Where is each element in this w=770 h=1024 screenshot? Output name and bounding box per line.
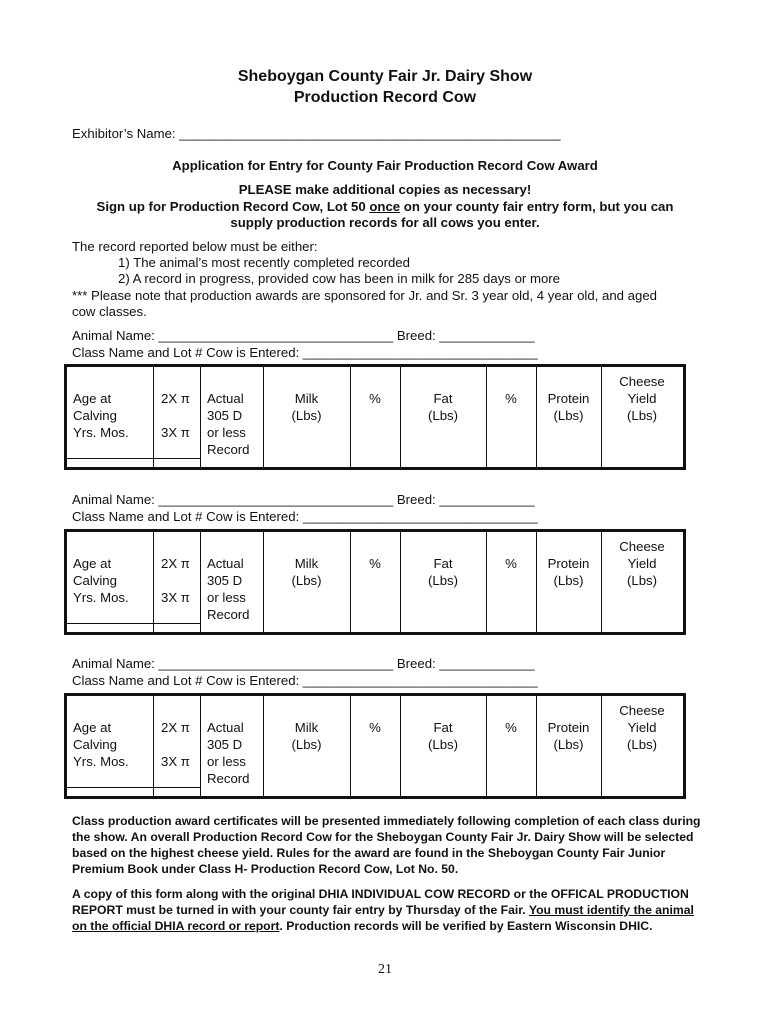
age-column[interactable]	[67, 532, 154, 632]
fat-column[interactable]	[400, 696, 487, 796]
record-item-1: 1) The animal’s most recently completed recorded	[118, 255, 410, 270]
note-line-2: cow classes.	[72, 304, 147, 319]
yield-label: Yield	[627, 391, 657, 406]
age-label: Age at	[73, 720, 112, 735]
animal-name-field[interactable]: Animal Name: ________________________________ Breed: _____________	[72, 328, 535, 343]
class-name-field[interactable]: Class Name and Lot # Cow is Entered: ________________________________	[72, 345, 538, 360]
actual-label: Actual	[207, 556, 244, 571]
fat-column[interactable]	[400, 367, 487, 467]
fat-unit: (Lbs)	[427, 408, 459, 423]
protein-column[interactable]	[536, 532, 602, 632]
fat-unit: (Lbs)	[427, 573, 459, 588]
protein-column[interactable]	[536, 367, 602, 467]
signup-post: on your county fair entry form, but you can	[400, 199, 674, 214]
fat-percent-column[interactable]	[350, 367, 401, 467]
record-item-2: 2) A record in progress, provided cow has been in milk for 285 days or more	[118, 271, 560, 286]
form-subtitle: Production Record Cow	[293, 89, 477, 106]
milking-3x-option[interactable]: 3X π	[161, 754, 190, 769]
milk-column[interactable]	[263, 532, 351, 632]
cheese-unit: (Lbs)	[626, 737, 658, 752]
record-label: Record	[207, 771, 250, 786]
or-less-label: or less	[207, 754, 246, 769]
copy-form-verify: . Production records will be verified by Eastern Wisconsin DHIC.	[279, 919, 653, 933]
record-intro: The record reported below must be either:	[72, 239, 318, 254]
milk-column[interactable]	[263, 696, 351, 796]
actual-record-column[interactable]	[200, 696, 264, 796]
actual-record-column[interactable]	[200, 367, 264, 467]
copies-notice: PLEASE make additional copies as necessary!	[238, 182, 532, 197]
fat-percent-label: %	[369, 556, 381, 571]
note-line-1: *** Please note that production awards are sponsored for Jr. and Sr. 3 year old, 4 year old, and aged	[72, 288, 658, 303]
copy-form-paragraph	[72, 886, 702, 934]
calving-label: Calving	[73, 408, 117, 423]
fat-label: Fat	[433, 391, 453, 406]
protein-unit: (Lbs)	[553, 573, 584, 588]
actual-label: Actual	[207, 720, 244, 735]
animal-name-field[interactable]: Animal Name: ________________________________ Breed: _____________	[72, 656, 535, 671]
milking-2x-option[interactable]: 2X π	[161, 720, 190, 735]
class-name-field[interactable]: Class Name and Lot # Cow is Entered: ________________________________	[72, 673, 538, 688]
class-name-field[interactable]: Class Name and Lot # Cow is Entered: ________________________________	[72, 509, 538, 524]
yrs-mos-label: Yrs. Mos.	[73, 754, 129, 769]
milking-frequency-column[interactable]	[153, 532, 201, 632]
copy-form-text: A copy of this form along with the original DHIA INDIVIDUAL COW RECORD or the OFFICAL PRODUCTION REPORT must be turned in with your county fair entry by Thursday of the Fair.	[72, 887, 689, 917]
or-less-label: or less	[207, 425, 246, 440]
cheese-label: Cheese	[619, 703, 665, 718]
class-award-paragraph: Class production award certificates will be presented immediately following completion of each class during the show. An overall Production Record Cow for the Sheboygan County Fair Jr. Dairy Show will be selected based on the highest cheese yield. Rules for the award are found in the Sheboygan County Fair Junior Premium Book under Class H- Production Record Cow, Lot No. 50.	[72, 814, 701, 876]
fat-label: Fat	[433, 556, 453, 571]
protein-label: Protein	[547, 391, 590, 406]
cheese-yield-column[interactable]	[601, 367, 683, 467]
production-record-table	[64, 529, 686, 635]
cheese-label: Cheese	[619, 539, 665, 554]
page-number: 21	[378, 962, 392, 977]
protein-percent-label: %	[505, 720, 517, 735]
animal-name-field[interactable]: Animal Name: ________________________________ Breed: _____________	[72, 492, 535, 507]
record-label: Record	[207, 442, 250, 457]
protein-percent-label: %	[505, 391, 517, 406]
cheese-label: Cheese	[619, 374, 665, 389]
yield-label: Yield	[627, 720, 657, 735]
protein-label: Protein	[547, 556, 590, 571]
or-less-label: or less	[207, 590, 246, 605]
yield-label: Yield	[627, 556, 657, 571]
fat-column[interactable]	[400, 532, 487, 632]
age-column[interactable]	[67, 367, 154, 467]
signup-once: once	[369, 199, 401, 214]
milk-unit: (Lbs)	[291, 737, 322, 752]
305d-label: 305 D	[207, 408, 243, 423]
305d-label: 305 D	[207, 573, 243, 588]
cheese-unit: (Lbs)	[626, 408, 658, 423]
milking-2x-option[interactable]: 2X π	[161, 391, 190, 406]
cheese-unit: (Lbs)	[626, 573, 658, 588]
calving-label: Calving	[73, 573, 117, 588]
milking-3x-option[interactable]: 3X π	[161, 425, 190, 440]
milk-label: Milk	[294, 720, 319, 735]
identify-animal-instruction: You must identify the animal on the official DHIA record or report	[72, 903, 694, 933]
protein-percent-column[interactable]	[486, 696, 537, 796]
yrs-mos-label: Yrs. Mos.	[73, 425, 129, 440]
fat-percent-column[interactable]	[350, 696, 401, 796]
protein-percent-column[interactable]	[486, 532, 537, 632]
milking-3x-option[interactable]: 3X π	[161, 590, 190, 605]
yrs-mos-label: Yrs. Mos.	[73, 590, 129, 605]
cheese-yield-column[interactable]	[601, 696, 683, 796]
signup-pre: Sign up for Production Record Cow, Lot 50	[96, 199, 370, 214]
age-label: Age at	[73, 391, 112, 406]
protein-percent-column[interactable]	[486, 367, 537, 467]
protein-unit: (Lbs)	[553, 408, 584, 423]
signup-instruction-line2: supply production records for all cows you enter.	[230, 215, 540, 230]
protein-column[interactable]	[536, 696, 602, 796]
fat-percent-label: %	[369, 391, 381, 406]
milk-unit: (Lbs)	[291, 573, 322, 588]
exhibitor-name-field[interactable]: Exhibitor’s Name: ____________________________________________________	[72, 126, 561, 141]
record-label: Record	[207, 607, 250, 622]
fat-percent-label: %	[369, 720, 381, 735]
production-record-table	[64, 693, 686, 799]
actual-record-column[interactable]	[200, 532, 264, 632]
fat-percent-column[interactable]	[350, 532, 401, 632]
milking-frequency-column[interactable]	[153, 696, 201, 796]
fat-unit: (Lbs)	[427, 737, 459, 752]
milk-label: Milk	[294, 556, 319, 571]
milking-2x-option[interactable]: 2X π	[161, 556, 190, 571]
protein-label: Protein	[547, 720, 590, 735]
age-column[interactable]	[67, 696, 154, 796]
cheese-yield-column[interactable]	[601, 532, 683, 632]
milking-frequency-column[interactable]	[153, 367, 201, 467]
milk-column[interactable]	[263, 367, 351, 467]
production-record-table	[64, 364, 686, 470]
calving-label: Calving	[73, 737, 117, 752]
protein-percent-label: %	[505, 556, 517, 571]
age-label: Age at	[73, 556, 112, 571]
fat-label: Fat	[433, 720, 453, 735]
305d-label: 305 D	[207, 737, 243, 752]
application-heading: Application for Entry for County Fair Production Record Cow Award	[172, 158, 598, 173]
protein-unit: (Lbs)	[553, 737, 584, 752]
actual-label: Actual	[207, 391, 244, 406]
form-title: Sheboygan County Fair Jr. Dairy Show	[237, 68, 533, 85]
milk-label: Milk	[294, 391, 319, 406]
milk-unit: (Lbs)	[291, 408, 322, 423]
signup-instruction	[0, 199, 770, 214]
